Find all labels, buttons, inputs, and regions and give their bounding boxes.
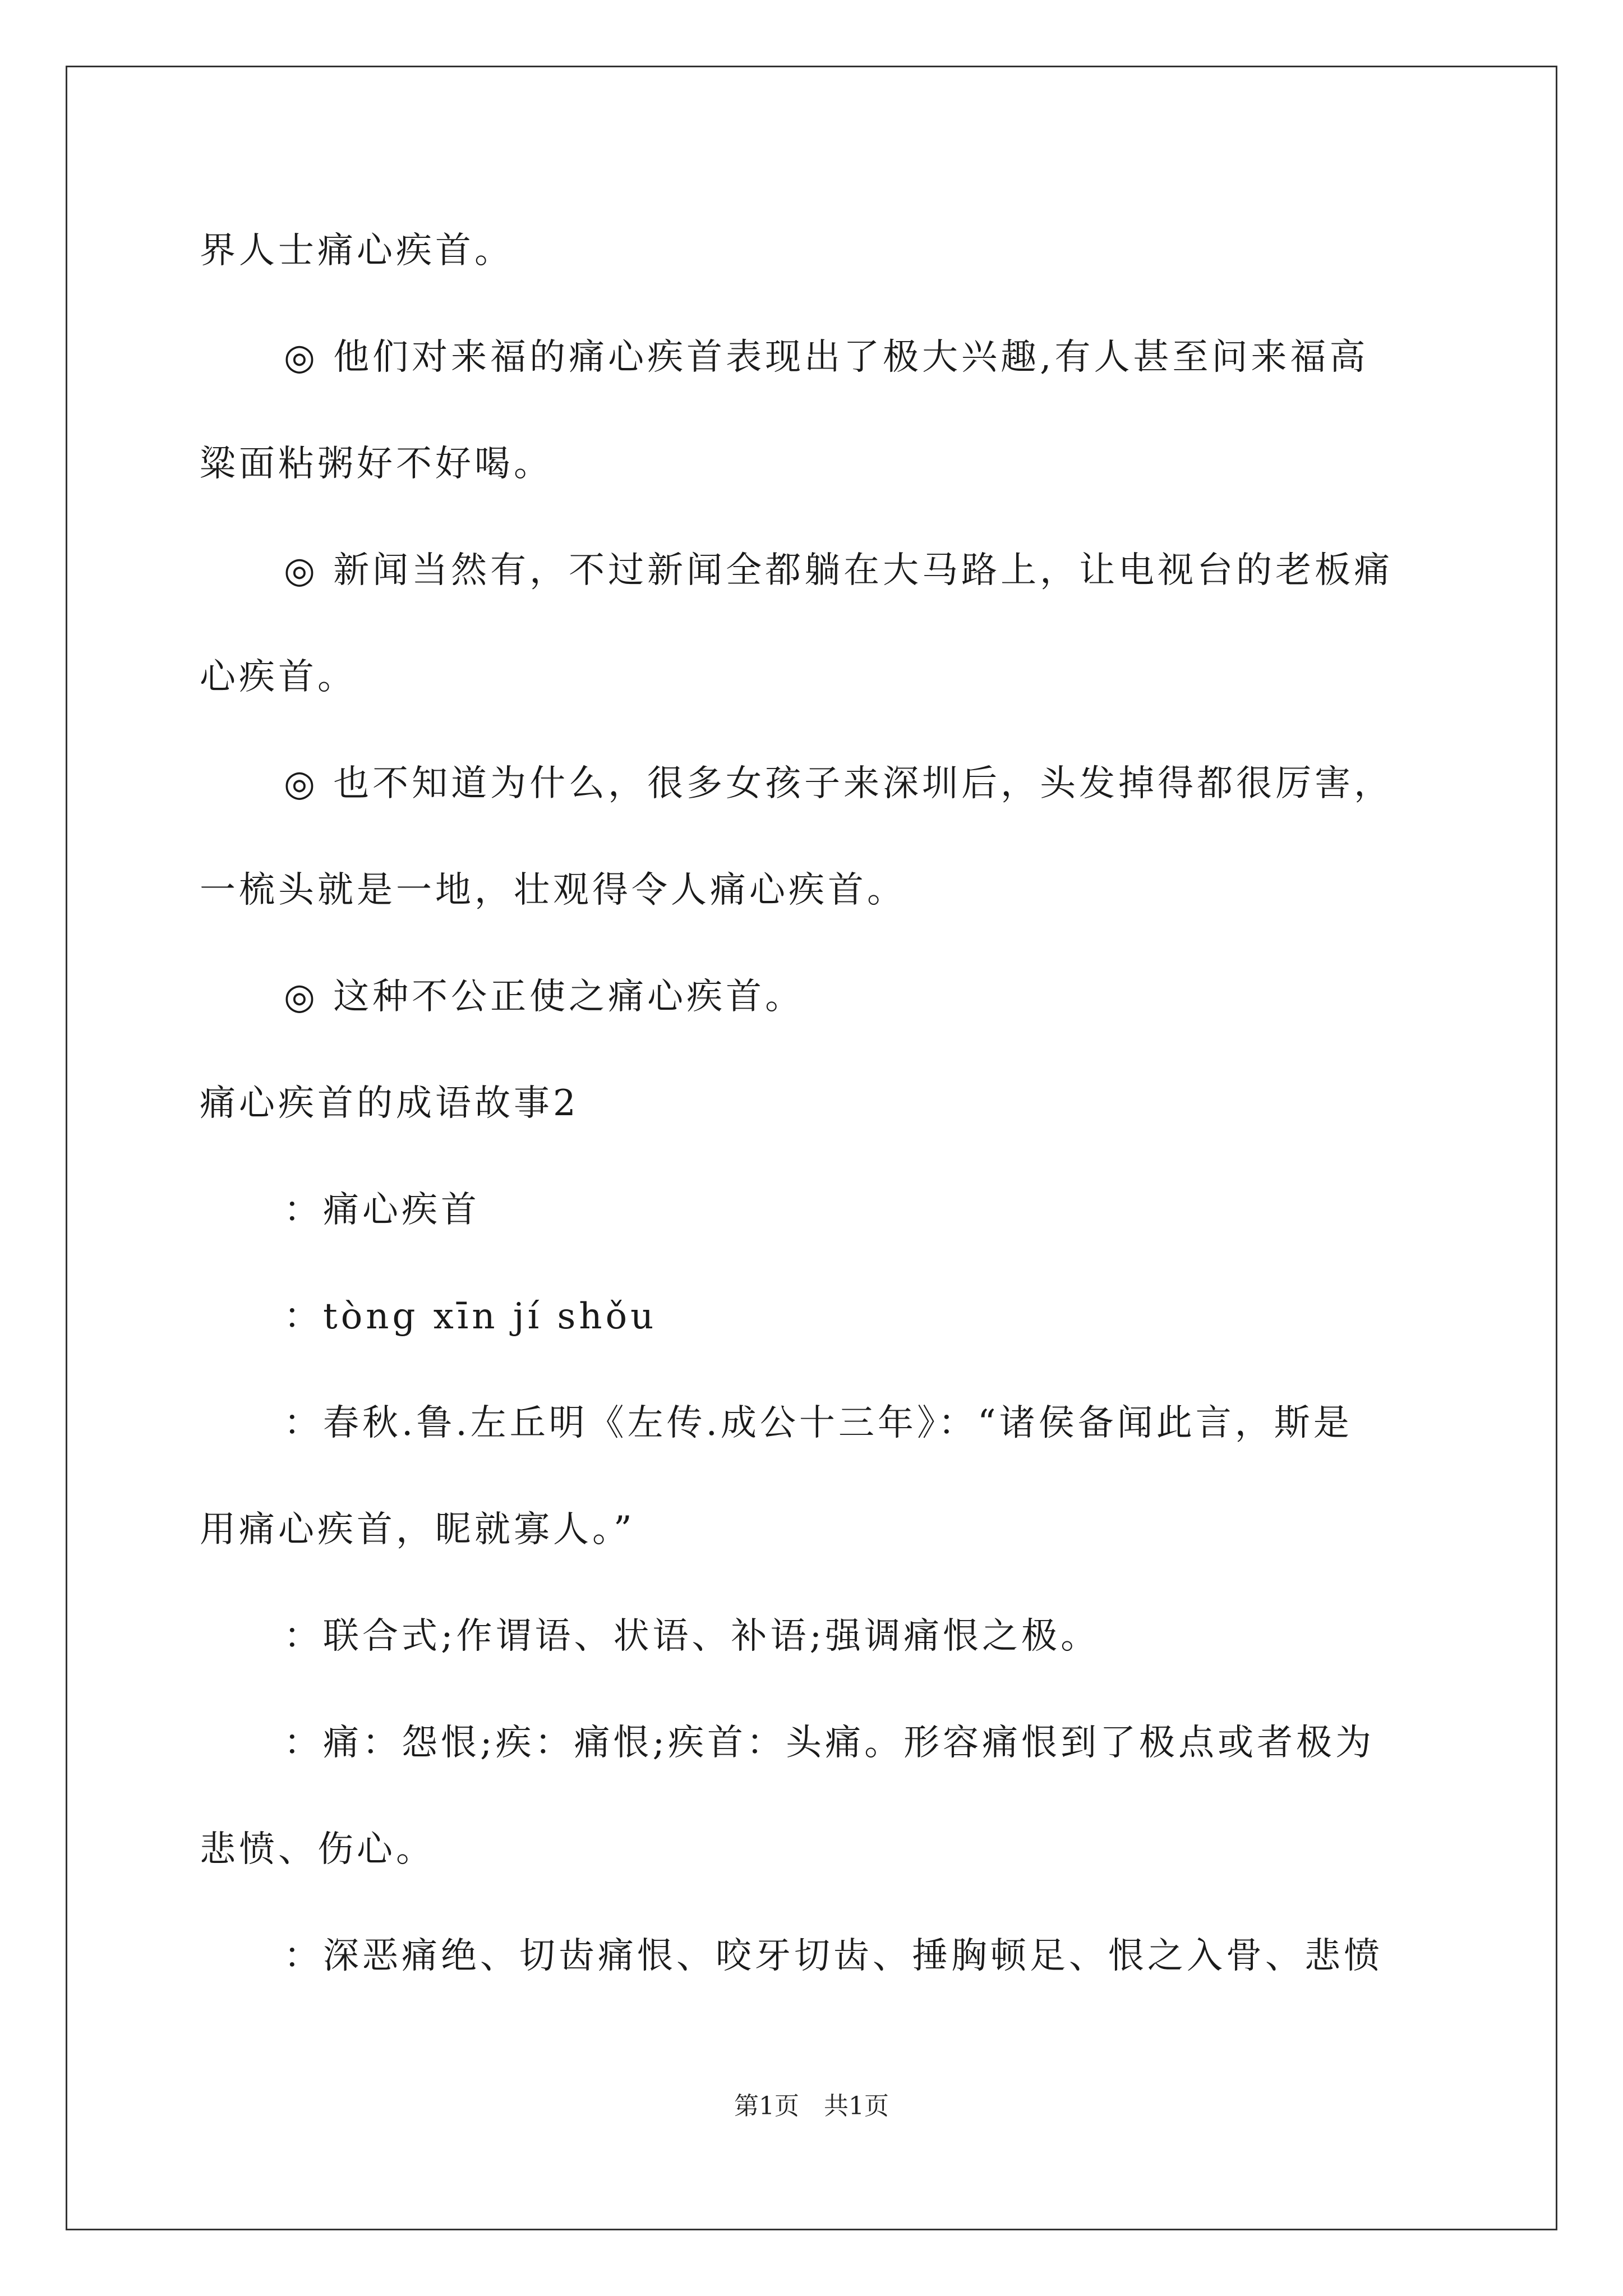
usage-entry: ：联合式;作谓语、状语、补语;强调痛恨之极。: [284, 1616, 1100, 1657]
text-line: 心疾首。: [200, 656, 357, 698]
pinyin-entry: ：tòng xīn jí shǒu: [284, 1296, 657, 1337]
text-line: 粱面粘粥好不好喝。: [200, 443, 553, 485]
text-line: 界人士痛心疾首。: [200, 230, 514, 272]
page-frame: [66, 66, 1557, 2230]
section-heading: 痛心疾首的成语故事2: [200, 1083, 579, 1124]
example-sentence: ◎ 新闻当然有，不过新闻全都躺在大马路上，让电视台的老板痛: [284, 550, 1394, 591]
example-sentence: ◎ 他们对来福的痛心疾首表现出了极大兴趣,有人甚至问来福高: [284, 337, 1369, 378]
page-number-footer: 第1页 共1页: [734, 2092, 889, 2120]
example-sentence: ◎ 也不知道为什么，很多女孩子来深圳后，头发掉得都很厉害，: [284, 763, 1394, 804]
meaning-entry: ：痛：怨恨;疾：痛恨;疾首：头痛。形容痛恨到了极点或者极为: [284, 1722, 1375, 1764]
synonyms-entry: ：深恶痛绝、切齿痛恨、咬牙切齿、捶胸顿足、恨之入骨、悲愤: [284, 1935, 1383, 1977]
idiom-entry: ：痛心疾首: [284, 1189, 480, 1231]
text-line: 悲愤、伤心。: [200, 1829, 435, 1870]
source-entry: ：春秋.鲁.左丘明《左传.成公十三年》：“诸侯备闻此言，斯是: [284, 1402, 1353, 1444]
text-line: 一梳头就是一地，壮观得令人痛心疾首。: [200, 869, 906, 911]
example-sentence: ◎ 这种不公正使之痛心疾首。: [284, 976, 805, 1018]
text-line: 用痛心疾首，昵就寡人。”: [200, 1509, 635, 1550]
